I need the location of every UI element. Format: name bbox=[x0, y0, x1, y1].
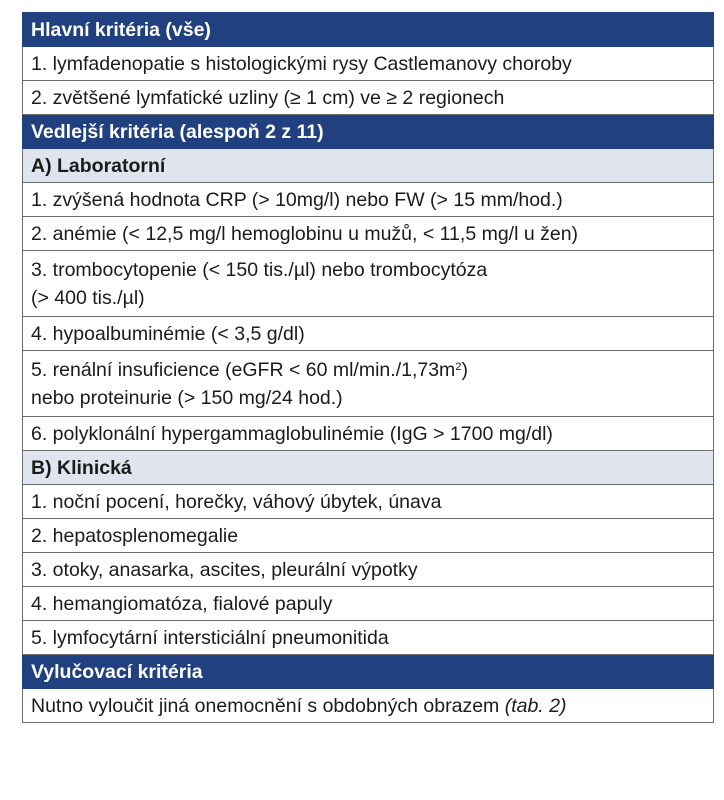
exclusion-criteria-heading: Vylučovací kritéria bbox=[23, 655, 714, 689]
laboratory-criterion-4: 4. hypoalbuminémie (< 3,5 g/dl) bbox=[23, 317, 714, 351]
table-row bbox=[23, 621, 714, 655]
clinical-criterion-1: 1. noční pocení, horečky, váhový úbytek, únava bbox=[23, 485, 714, 519]
clinical-heading: B) Klinická bbox=[23, 451, 714, 485]
laboratory-heading: A) Laboratorní bbox=[23, 149, 714, 183]
main-criteria-header-row bbox=[23, 13, 714, 47]
table-row bbox=[23, 47, 714, 81]
table-row bbox=[23, 553, 714, 587]
exclusion-criteria-header-row bbox=[23, 655, 714, 689]
exclusion-criterion-text: Nutno vyloučit jiná onemocnění s obdobných obrazem bbox=[31, 694, 505, 717]
laboratory-criterion-3-line-1: 3. trombocytopenie (< 150 tis./µl) nebo trombocytóza bbox=[31, 258, 488, 281]
laboratory-criterion-5-text: 5. renální insuficience (eGFR < 60 ml/min./1,73m bbox=[31, 358, 456, 381]
laboratory-criterion-2: 2. anémie (< 12,5 mg/l hemoglobinu u mužů, < 11,5 mg/l u žen) bbox=[23, 217, 714, 251]
laboratory-criterion-6: 6. polyklonální hypergammaglobulinémie (IgG > 1700 mg/dl) bbox=[23, 417, 714, 451]
table-row bbox=[23, 217, 714, 251]
laboratory-subheader-row bbox=[23, 149, 714, 183]
table-row bbox=[23, 689, 714, 723]
table-row bbox=[23, 183, 714, 217]
table-row bbox=[23, 251, 714, 317]
table-row bbox=[23, 587, 714, 621]
laboratory-criterion-3 bbox=[23, 251, 714, 317]
minor-criteria-header-row bbox=[23, 115, 714, 149]
main-criteria-heading: Hlavní kritéria (vše) bbox=[23, 13, 714, 47]
superscript-two: 2 bbox=[455, 360, 462, 373]
clinical-subheader-row bbox=[23, 451, 714, 485]
clinical-criterion-4: 4. hemangiomatóza, fialové papuly bbox=[23, 587, 714, 621]
table-row bbox=[23, 485, 714, 519]
main-criterion-1: 1. lymfadenopatie s histologickými rysy Castlemanovy choroby bbox=[23, 47, 714, 81]
laboratory-criterion-1: 1. zvýšená hodnota CRP (> 10mg/l) nebo FW (> 15 mm/hod.) bbox=[23, 183, 714, 217]
criteria-table bbox=[22, 12, 714, 723]
cropped-title-fragment bbox=[0, 0, 724, 12]
table-row bbox=[23, 81, 714, 115]
table-row bbox=[23, 351, 714, 417]
table-reference: (tab. 2) bbox=[504, 694, 567, 717]
laboratory-criterion-5-line-1 bbox=[31, 356, 713, 384]
clinical-criterion-3: 3. otoky, anasarka, ascites, pleurální výpotky bbox=[23, 553, 714, 587]
exclusion-criterion bbox=[23, 689, 714, 723]
main-criterion-2: 2. zvětšené lymfatické uzliny (≥ 1 cm) ve ≥ 2 regionech bbox=[23, 81, 714, 115]
laboratory-criterion-3-line-2: (> 400 tis./µl) bbox=[31, 286, 145, 309]
laboratory-criterion-5-line-2: nebo proteinurie (> 150 mg/24 hod.) bbox=[31, 386, 343, 409]
clinical-criterion-5: 5. lymfocytární intersticiální pneumonitida bbox=[23, 621, 714, 655]
laboratory-criterion-5 bbox=[23, 351, 714, 417]
closing-parenthesis: ) bbox=[461, 358, 468, 381]
table-row bbox=[23, 317, 714, 351]
table-row bbox=[23, 519, 714, 553]
minor-criteria-heading: Vedlejší kritéria (alespoň 2 z 11) bbox=[23, 115, 714, 149]
table-row bbox=[23, 417, 714, 451]
clinical-criterion-2: 2. hepatosplenomegalie bbox=[23, 519, 714, 553]
